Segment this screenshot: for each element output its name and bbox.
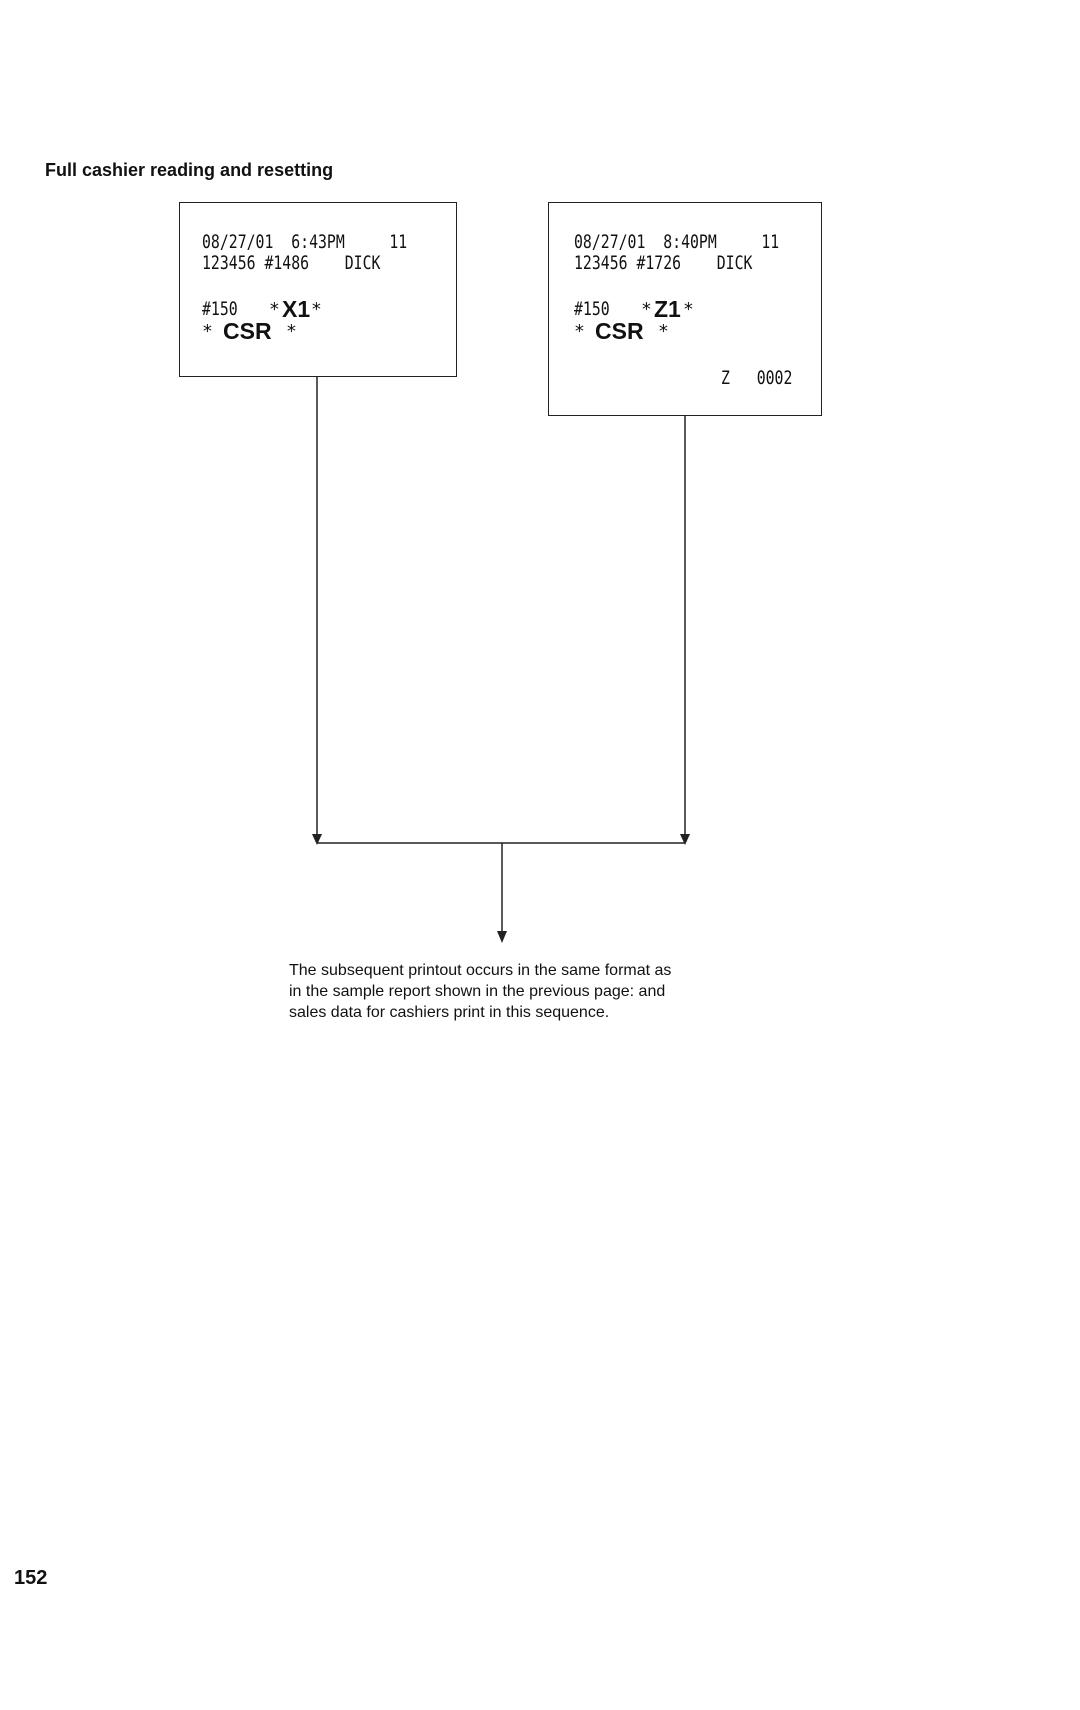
caption-line: sales data for cashiers print in this sequence. xyxy=(289,1003,610,1021)
star-icon: * xyxy=(311,299,322,320)
caption-text xyxy=(289,961,729,1023)
receipt-id-line: 123456 #1486 DICK xyxy=(202,252,381,274)
star-icon: * xyxy=(286,321,297,342)
star-icon: * xyxy=(202,321,213,342)
report-code: Z1 xyxy=(654,296,681,322)
receipt-number: #150 xyxy=(574,298,610,320)
star-icon: * xyxy=(683,299,694,320)
star-icon: * xyxy=(658,321,669,342)
star-icon: * xyxy=(641,299,652,320)
report-label: CSR xyxy=(223,318,272,344)
receipt-number: #150 xyxy=(202,298,238,320)
receipt-date-line: 08/27/01 8:40PM 11 xyxy=(574,231,780,253)
receipt-date-line: 08/27/01 6:43PM 11 xyxy=(202,231,408,253)
star-icon: * xyxy=(269,299,280,320)
z-counter: Z 0002 xyxy=(721,367,793,389)
caption-line: The subsequent printout occurs in the same format as xyxy=(289,962,672,979)
report-code: X1 xyxy=(282,296,311,322)
caption-line: in the sample report shown in the previous page: and xyxy=(289,982,666,1000)
report-label: CSR xyxy=(595,318,644,344)
receipt-id-line: 123456 #1726 DICK xyxy=(574,252,753,274)
page-number: 152 xyxy=(14,1567,48,1589)
arrow-down-icon xyxy=(497,931,507,943)
star-icon: * xyxy=(574,321,585,342)
section-title: Full cashier reading and resetting xyxy=(45,160,334,180)
